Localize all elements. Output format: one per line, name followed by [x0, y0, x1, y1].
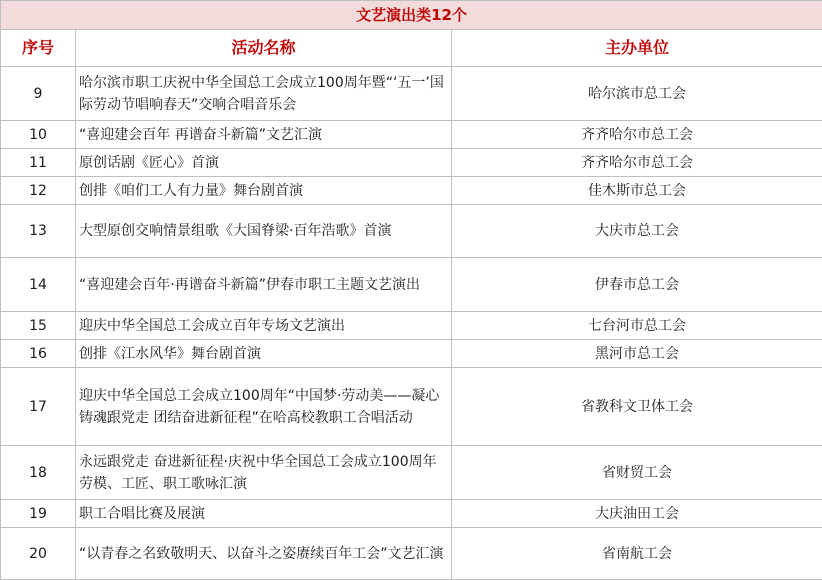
row-name: 创排《咱们工人有力量》舞台剧首演: [76, 177, 452, 205]
table-row: [1, 121, 822, 149]
row-no: 20: [1, 528, 76, 580]
row-org: 七台河市总工会: [452, 312, 822, 340]
row-org: 黑河市总工会: [452, 340, 822, 368]
row-no: 9: [1, 67, 76, 121]
row-org: 省教科文卫体工会: [452, 368, 822, 446]
row-no: 10: [1, 121, 76, 149]
row-org: 省财贸工会: [452, 446, 822, 500]
row-no: 12: [1, 177, 76, 205]
row-name: 创排《江水风华》舞台剧首演: [76, 340, 452, 368]
row-org: 齐齐哈尔市总工会: [452, 149, 822, 177]
header-no: 序号: [1, 30, 76, 67]
row-org: 省南航工会: [452, 528, 822, 580]
table-row: [1, 446, 822, 500]
row-no: 13: [1, 205, 76, 258]
row-no: 18: [1, 446, 76, 500]
row-org: 哈尔滨市总工会: [452, 67, 822, 121]
row-name: “喜迎建会百年·再谱奋斗新篇”伊春市职工主题文艺演出: [76, 258, 452, 312]
table-row: [1, 149, 822, 177]
table-row: [1, 177, 822, 205]
row-name: 哈尔滨市职工庆祝中华全国总工会成立100周年暨“‘五一’国际劳动节唱响春天”交响合唱音乐会: [76, 67, 452, 121]
row-name: “以青春之名致敬明天、以奋斗之姿赓续百年工会”文艺汇演: [76, 528, 452, 580]
row-no: 14: [1, 258, 76, 312]
row-name: 永远跟党走 奋进新征程·庆祝中华全国总工会成立100周年 劳模、工匠、职工歌咏汇演: [76, 446, 452, 500]
row-name: 原创话剧《匠心》首演: [76, 149, 452, 177]
table-row: [1, 205, 822, 258]
row-org: 大庆市总工会: [452, 205, 822, 258]
table-row: [1, 258, 822, 312]
row-org: 大庆油田工会: [452, 500, 822, 528]
row-no: 16: [1, 340, 76, 368]
title-row: [1, 1, 822, 30]
header-org: 主办单位: [452, 30, 822, 67]
row-name: 大型原创交响情景组歌《大国脊梁·百年浩歌》首演: [76, 205, 452, 258]
table-row: [1, 312, 822, 340]
table-row: [1, 340, 822, 368]
table-row: [1, 500, 822, 528]
row-no: 11: [1, 149, 76, 177]
row-name: 迎庆中华全国总工会成立100周年“中国梦·劳动美——凝心铸魂跟党走 团结奋进新征程”在哈高校教职工合唱活动: [76, 368, 452, 446]
row-org: 佳木斯市总工会: [452, 177, 822, 205]
table-title: 文艺演出类12个: [1, 1, 822, 30]
header-name: 活动名称: [76, 30, 452, 67]
row-org: 齐齐哈尔市总工会: [452, 121, 822, 149]
row-name: 职工合唱比赛及展演: [76, 500, 452, 528]
row-no: 17: [1, 368, 76, 446]
row-no: 19: [1, 500, 76, 528]
row-no: 15: [1, 312, 76, 340]
table-row: [1, 67, 822, 121]
row-org: 伊春市总工会: [452, 258, 822, 312]
header-row: [1, 30, 822, 67]
table-row: [1, 528, 822, 580]
table-row: [1, 368, 822, 446]
row-name: 迎庆中华全国总工会成立百年专场文艺演出: [76, 312, 452, 340]
row-name: “喜迎建会百年 再谱奋斗新篇”文艺汇演: [76, 121, 452, 149]
